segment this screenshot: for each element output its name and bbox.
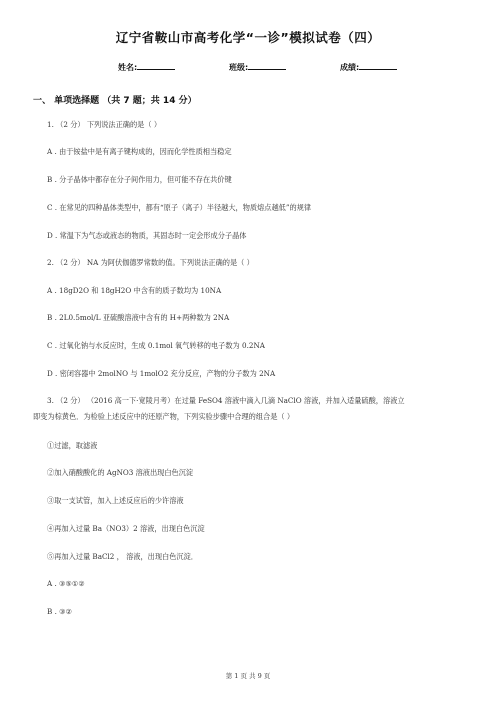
question-2-option-c: C . 过氧化钠与水反应时，生成 0.1mol 氧气转移的电子数为 0.2NA xyxy=(47,341,265,350)
question-3-stem-line-2: 即变为棕黄色．为检验上述反应中的还原产物，下列实验步骤中合理的组合是（ ） xyxy=(33,412,295,421)
exam-title: 辽宁省鞍山市高考化学“一诊”模拟试卷（四） xyxy=(115,30,381,45)
question-2-option-d: D . 密闭容器中 2molNO 与 1molO2 充分反应，产物的分子数为 2NA xyxy=(47,369,276,378)
question-3-step-4: ④再加入过量 Ba（NO3）2 溶液，出现白色沉淀 xyxy=(47,524,205,533)
page-footer: 第 1 页 共 9 页 xyxy=(225,672,271,680)
class-field xyxy=(229,61,286,73)
question-3-step-3: ③取一支试管，加入上述反应后的少许溶液 xyxy=(47,496,184,505)
question-1-option-a: A . 由于铵盐中是有离子键构成的，因而化学性质相当稳定 xyxy=(47,147,232,156)
question-3-step-5: ⑤再加入过量 BaCl2 ， 溶液，出现白色沉淀． xyxy=(47,552,198,561)
name-field xyxy=(118,61,175,73)
question-1-option-c: C . 在常见的四种晶体类型中，都有“原子（离子）半径越大，物质熔点越低”的规律 xyxy=(47,203,312,212)
score-blank[interactable] xyxy=(359,61,397,70)
section-heading: 一、 单项选择题 （共 7 题；共 14 分） xyxy=(33,96,197,106)
question-3-step-1: ①过滤，取滤液 xyxy=(47,441,98,450)
question-2-option-a: A . 18gD2O 和 18gH2O 中含有的质子数均为 10NA xyxy=(47,286,222,295)
question-1-stem: 1. （2 分） 下列说法正确的是（ ） xyxy=(47,120,162,129)
score-field xyxy=(340,61,397,73)
question-3-option-a: A . ③⑤①② xyxy=(47,579,85,588)
question-2-option-b: B . 2L0.5mol/L 亚硫酸溶液中含有的 H+两种数为 2NA xyxy=(47,313,230,322)
question-1-option-d: D . 常温下为气态或液态的物质，其固态时一定会形成分子晶体 xyxy=(47,231,247,240)
name-label: 姓名: xyxy=(118,63,138,72)
score-label: 成绩: xyxy=(340,63,360,72)
question-3-step-2: ②加入硝酸酸化的 AgNO3 溶液出现白色沉淀 xyxy=(47,468,194,477)
question-2-stem: 2. （2 分） NA 为阿伏伽德罗常数的值。下列说法正确的是（ ） xyxy=(47,258,254,267)
class-blank[interactable] xyxy=(248,61,286,70)
question-1-option-b: B . 分子晶体中都存在分子间作用力，但可能不存在共价键 xyxy=(47,175,232,184)
question-3-option-b: B . ③② xyxy=(47,607,73,616)
class-label: 班级: xyxy=(229,63,249,72)
student-info-row xyxy=(0,61,496,75)
question-3-stem-line-1: 3. （2 分） （2016 高一下·宽陵月考）在过量 FeSO4 溶液中滴入几滴 NaClO 溶液，并加入适量硫酸，溶液立 xyxy=(47,396,405,405)
name-blank[interactable] xyxy=(137,61,175,70)
